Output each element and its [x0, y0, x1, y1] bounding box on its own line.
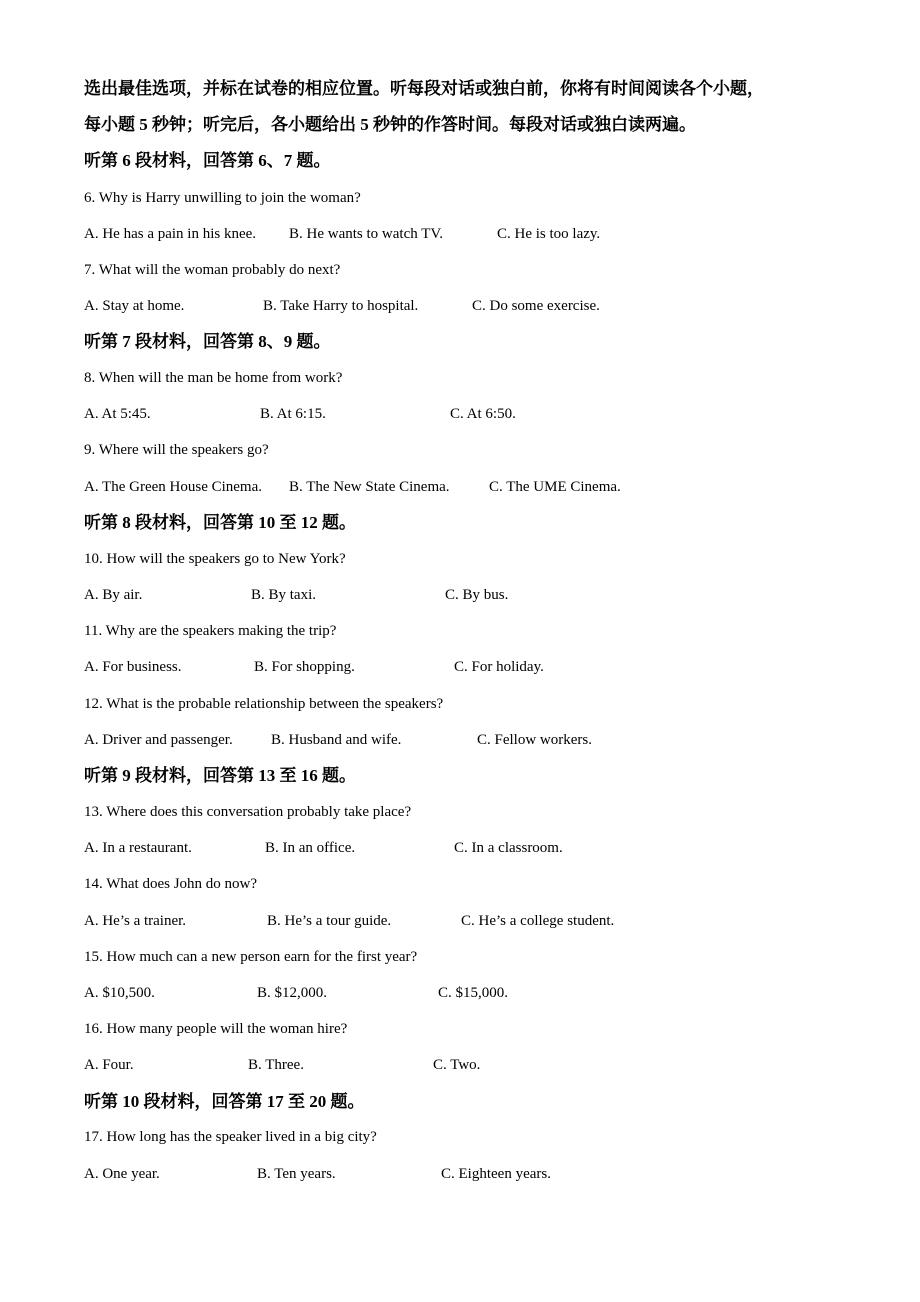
- option-c: C. Eighteen years.: [441, 1166, 551, 1182]
- question-15: 15. How much can a new person earn for the first year?: [84, 949, 418, 965]
- option-c: C. In a classroom.: [454, 840, 563, 856]
- option-a: A. He’s a trainer.: [84, 913, 187, 929]
- option-a: A. Four.: [84, 1057, 134, 1073]
- intro-line-1: 选出最佳选项，并标在试卷的相应位置。听每段对话或独白前，你将有时间阅读各个小题，: [84, 79, 764, 98]
- option-a: A. Stay at home.: [84, 298, 185, 314]
- section-heading: 听第 10 段材料，回答第 17 至 20 题。: [84, 1092, 365, 1111]
- option-a: A. For business.: [84, 659, 182, 675]
- question-7: 7. What will the woman probably do next?: [84, 262, 341, 278]
- option-a: A. He has a pain in his knee.: [84, 226, 257, 242]
- question-13: 13. Where does this conversation probably take place?: [84, 804, 412, 820]
- option-c: C. He is too lazy.: [497, 226, 601, 242]
- question-10: 10. How will the speakers go to New York?: [84, 551, 346, 567]
- option-a: A. By air.: [84, 587, 143, 603]
- intro-line-2: 每小题 5 秒钟；听完后，各小题给出 5 秒钟的作答时间。每段对话或独白读两遍。: [84, 115, 696, 134]
- section-heading: 听第 7 段材料，回答第 8、9 题。: [84, 332, 331, 351]
- option-c: C. He’s a college student.: [461, 913, 615, 929]
- option-a: A. At 5:45.: [84, 406, 151, 422]
- section-heading: 听第 8 段材料，回答第 10 至 12 题。: [84, 513, 356, 532]
- question-12: 12. What is the probable relationship between the speakers?: [84, 696, 444, 712]
- question-8: 8. When will the man be home from work?: [84, 370, 343, 386]
- option-c: C. Fellow workers.: [477, 732, 592, 748]
- option-b: B. Ten years.: [257, 1166, 336, 1182]
- option-a: A. $10,500.: [84, 985, 155, 1001]
- option-b: B. Husband and wife.: [271, 732, 402, 748]
- section-heading: 听第 9 段材料，回答第 13 至 16 题。: [84, 766, 356, 785]
- section-heading: 听第 6 段材料，回答第 6、7 题。: [84, 151, 331, 170]
- option-b: B. The New State Cinema.: [289, 479, 450, 495]
- option-b: B. He’s a tour guide.: [267, 913, 392, 929]
- option-c: C. At 6:50.: [450, 406, 516, 422]
- question-11: 11. Why are the speakers making the trip?: [84, 623, 337, 639]
- option-b: B. In an office.: [265, 840, 356, 856]
- option-b: B. $12,000.: [257, 985, 328, 1001]
- option-b: B. For shopping.: [254, 659, 355, 675]
- option-c: C. By bus.: [445, 587, 509, 603]
- option-c: C. $15,000.: [438, 985, 509, 1001]
- option-b: B. By taxi.: [251, 587, 317, 603]
- option-b: B. At 6:15.: [260, 406, 326, 422]
- option-c: C. For holiday.: [454, 659, 544, 675]
- option-c: C. Do some exercise.: [472, 298, 600, 314]
- option-a: A. Driver and passenger.: [84, 732, 233, 748]
- option-b: B. Three.: [248, 1057, 304, 1073]
- question-14: 14. What does John do now?: [84, 876, 258, 892]
- option-b: B. Take Harry to hospital.: [263, 298, 419, 314]
- question-16: 16. How many people will the woman hire?: [84, 1021, 348, 1037]
- option-b: B. He wants to watch TV.: [289, 226, 444, 242]
- question-6: 6. Why is Harry unwilling to join the woman?: [84, 190, 361, 206]
- option-c: C. The UME Cinema.: [489, 479, 621, 495]
- option-a: A. One year.: [84, 1166, 160, 1182]
- question-17: 17. How long has the speaker lived in a big city?: [84, 1129, 377, 1145]
- question-9: 9. Where will the speakers go?: [84, 442, 269, 458]
- option-a: A. The Green House Cinema.: [84, 479, 263, 495]
- option-c: C. Two.: [433, 1057, 481, 1073]
- option-a: A. In a restaurant.: [84, 840, 192, 856]
